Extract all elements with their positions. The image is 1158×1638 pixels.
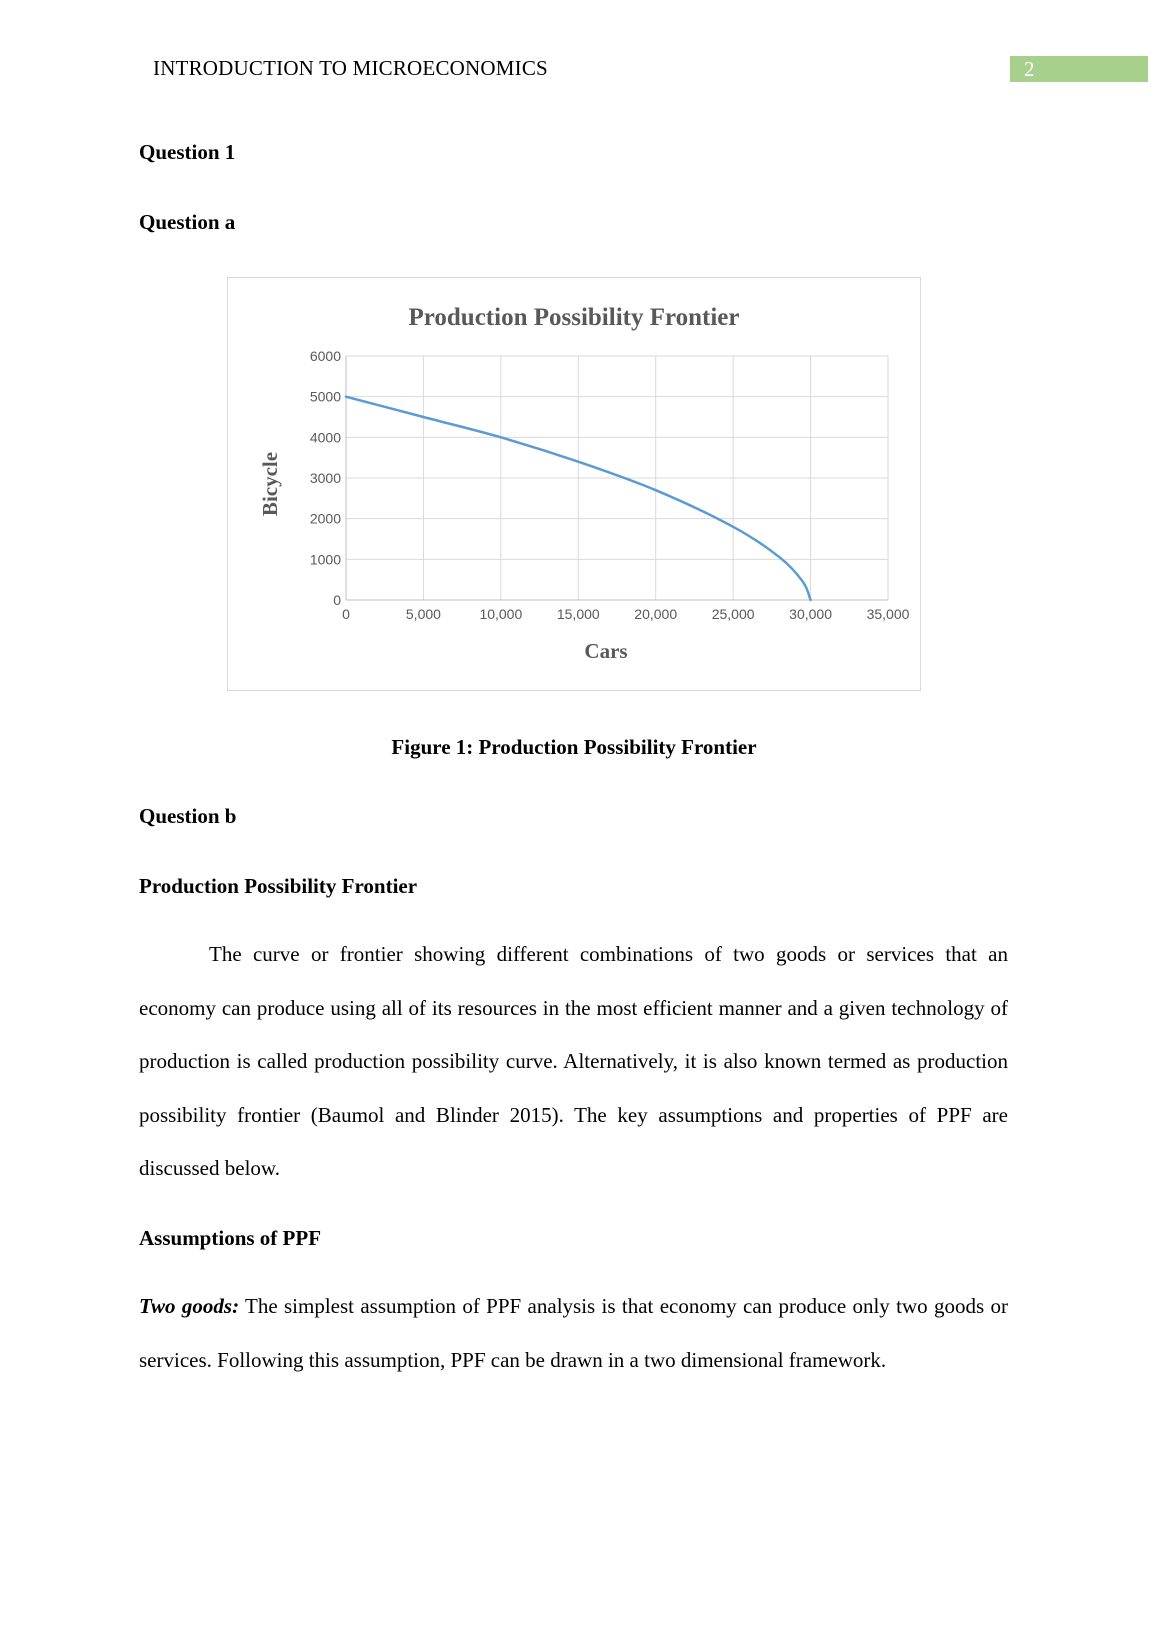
x-tick-label: 0 bbox=[342, 606, 350, 622]
heading-ppf: Production Possibility Frontier bbox=[139, 874, 418, 898]
page-number: 2 bbox=[1024, 57, 1035, 81]
paragraph-ppf bbox=[139, 928, 1008, 1196]
x-tick-label: 5,000 bbox=[405, 606, 441, 622]
y-axis-label: Bicycle bbox=[258, 451, 282, 517]
y-tick-labels bbox=[310, 348, 341, 608]
y-tick-label: 6000 bbox=[309, 348, 341, 364]
x-tick-label: 20,000 bbox=[634, 606, 678, 622]
x-tick-label: 35,000 bbox=[866, 606, 910, 622]
heading-question-1: Question 1 bbox=[139, 140, 236, 164]
x-tick-label: 25,000 bbox=[711, 606, 755, 622]
figure-caption: Figure 1: Production Possibility Frontier bbox=[391, 735, 757, 759]
chart-title: Production Possibility Frontier bbox=[408, 304, 740, 331]
x-tick-label: 15,000 bbox=[556, 606, 600, 622]
heading-question-a: Question a bbox=[139, 210, 236, 234]
ppf-chart bbox=[228, 278, 922, 692]
y-tick-label: 2000 bbox=[309, 510, 341, 527]
heading-assumptions: Assumptions of PPF bbox=[139, 1226, 322, 1250]
y-tick-label: 1000 bbox=[309, 551, 341, 568]
chart-gridlines bbox=[346, 356, 888, 600]
y-tick-label: 4000 bbox=[309, 429, 341, 446]
y-tick-label: 3000 bbox=[309, 470, 341, 486]
x-axis-label: Cars bbox=[584, 639, 628, 663]
page-header-title: INTRODUCTION TO MICROECONOMICS bbox=[153, 56, 548, 80]
y-tick-label: 5000 bbox=[309, 388, 341, 405]
paragraph-two-goods bbox=[139, 1280, 1008, 1387]
x-tick-label: 30,000 bbox=[789, 606, 832, 622]
two-goods-label: Two goods: bbox=[139, 1294, 240, 1318]
two-goods-text: The simplest assumption of PPF analysis is that economy can produce only two goods or services. Following this assumption, PPF can be drawn in a two dimensional framework. bbox=[139, 1294, 1008, 1372]
chart-frame bbox=[227, 277, 921, 691]
paragraph-ppf-text: The curve or frontier showing different combinations of two goods or services that an economy can produce using all of its resources in the most efficient manner and a given technology of production is called production possibility curve. Alternatively, it is also known termed as production possibility frontier (Baumol and Blinder 2015). The key assumptions and properties of PPF are discussed below. bbox=[139, 942, 1008, 1180]
y-tick-label: 0 bbox=[333, 592, 341, 608]
x-tick-label: 10,000 bbox=[479, 606, 523, 622]
heading-question-b: Question b bbox=[139, 804, 237, 828]
x-tick-labels bbox=[342, 606, 910, 622]
